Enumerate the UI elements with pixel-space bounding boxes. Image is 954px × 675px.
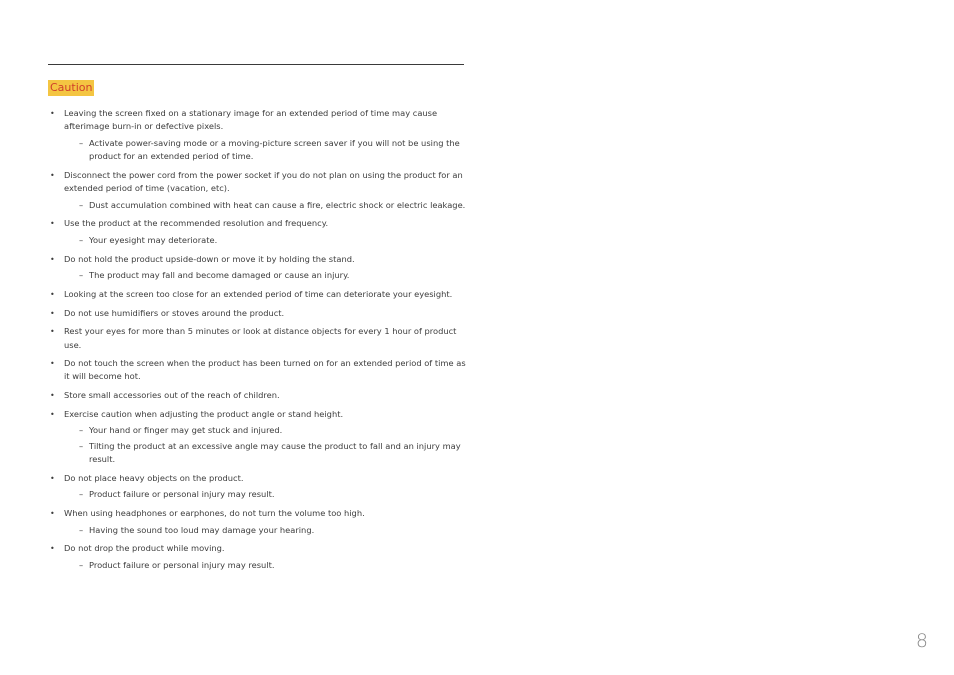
sub-item-text: Having the sound too loud may damage your hearing. bbox=[89, 524, 315, 535]
list-item-text: Use the product at the recommended resolution and frequency. bbox=[64, 218, 329, 229]
bullet-icon: • bbox=[50, 509, 55, 519]
bullet-icon: • bbox=[50, 254, 55, 264]
list-item bbox=[48, 507, 468, 537]
dash-icon: – bbox=[79, 270, 84, 281]
sub-item-text: Your eyesight may deteriorate. bbox=[89, 235, 218, 246]
list-item bbox=[48, 307, 468, 320]
dash-icon: – bbox=[79, 137, 84, 148]
list-item-text: Leaving the screen fixed on a stationary image for an extended period of time may cause afterimage burn-in or defective pixels. bbox=[64, 108, 438, 132]
list-item-text: Do not use humidifiers or stoves around the product. bbox=[64, 307, 285, 318]
list-item-text: Exercise caution when adjusting the product angle or stand height. bbox=[64, 408, 344, 419]
dash-icon: – bbox=[79, 489, 84, 500]
sub-item-text: Activate power-saving mode or a moving-picture screen saver if you will not be using the product for an extended period of time. bbox=[89, 137, 460, 162]
bullet-icon: • bbox=[50, 290, 55, 300]
list-item-text: When using headphones or earphones, do not turn the volume too high. bbox=[64, 508, 365, 519]
list-item bbox=[48, 472, 468, 502]
dash-icon: – bbox=[79, 199, 84, 210]
sub-item bbox=[64, 559, 468, 572]
list-item-text: Do not drop the product while moving. bbox=[64, 543, 225, 554]
list-item-text: Do not touch the screen when the product has been turned on for an extended period of time as it will become hot. bbox=[64, 358, 466, 382]
list-item-text: Do not place heavy objects on the product. bbox=[64, 472, 244, 483]
page-number: 8 bbox=[915, 630, 928, 652]
list-item bbox=[48, 169, 468, 212]
list-item bbox=[48, 389, 468, 402]
sub-item bbox=[64, 524, 468, 537]
sub-item-text: Product failure or personal injury may result. bbox=[89, 560, 275, 570]
bullet-icon: • bbox=[50, 544, 55, 554]
dash-icon: – bbox=[79, 425, 84, 436]
bullet-icon: • bbox=[50, 359, 55, 369]
list-item bbox=[48, 408, 468, 467]
sub-item-text: Dust accumulation combined with heat can cause a fire, electric shock or electric leakage. bbox=[89, 199, 466, 210]
sub-item bbox=[64, 269, 468, 282]
bullet-icon: • bbox=[50, 109, 55, 118]
dash-icon: – bbox=[79, 524, 84, 535]
bullet-icon: • bbox=[50, 308, 55, 318]
sub-item-text: Your hand or finger may get stuck and injured. bbox=[89, 425, 283, 436]
list-item bbox=[48, 217, 468, 247]
list-item bbox=[48, 325, 468, 352]
list-item-text: Store small accessories out of the reach of children. bbox=[64, 389, 280, 400]
list-item-text: Disconnect the power cord from the power socket if you do not plan on using the product for an extended period of time (vacation, etc). bbox=[64, 169, 463, 194]
list-item bbox=[48, 357, 468, 384]
dash-icon: – bbox=[79, 440, 84, 451]
bullet-icon: • bbox=[50, 170, 55, 180]
list-item-text: Looking at the screen too close for an extended period of time can deteriorate your eyesight. bbox=[64, 289, 453, 300]
bullet-icon: • bbox=[50, 219, 55, 229]
list-item bbox=[48, 288, 468, 301]
list-item-text: Do not hold the product upside-down or move it by holding the stand. bbox=[64, 253, 355, 264]
sub-item-text: Tilting the product at an excessive angle may cause the product to fall and an injury may result. bbox=[89, 440, 461, 465]
sub-item bbox=[64, 424, 468, 437]
caution-heading: Caution bbox=[50, 81, 93, 94]
top-divider bbox=[48, 64, 464, 65]
sub-item-text: Product failure or personal injury may result. bbox=[89, 489, 275, 500]
bullet-icon: • bbox=[50, 473, 55, 483]
sub-item bbox=[64, 234, 468, 247]
sub-item-text: The product may fall and become damaged or cause an injury. bbox=[89, 270, 350, 281]
caution-list bbox=[48, 107, 468, 578]
list-item bbox=[48, 542, 468, 572]
list-item bbox=[48, 107, 468, 164]
dash-icon: – bbox=[79, 235, 84, 246]
list-item-text: Rest your eyes for more than 5 minutes or look at distance objects for every 1 hour of product use. bbox=[64, 326, 457, 350]
bullet-icon: • bbox=[50, 390, 55, 400]
sub-item bbox=[64, 199, 468, 212]
bullet-icon: • bbox=[50, 409, 55, 419]
sub-item bbox=[64, 137, 468, 164]
sub-item bbox=[64, 488, 468, 501]
dash-icon: – bbox=[79, 560, 84, 570]
sub-item bbox=[64, 440, 468, 467]
bullet-icon: • bbox=[50, 327, 55, 337]
list-item bbox=[48, 253, 468, 283]
